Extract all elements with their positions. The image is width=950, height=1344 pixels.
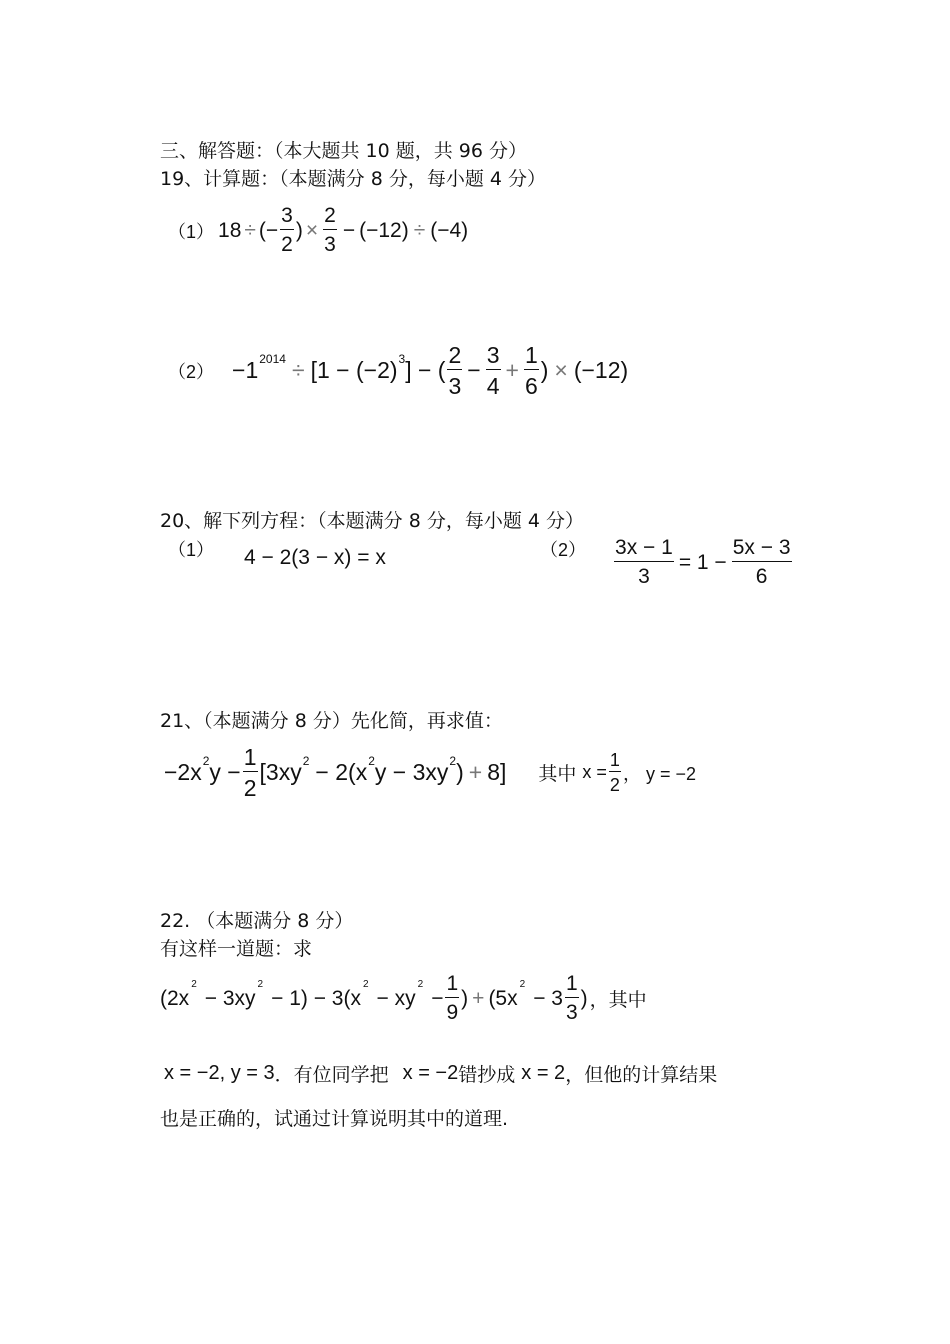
q22-line3: x = −2, y = 3 ．有位同学把 x = −2 错抄成 x = 2 ，但他的计算结果 [164,1062,718,1086]
q20-part2: （2） $\frac{3x - 1}{3}$ = 1 − $\frac{5x - 3}{6}$ [540,536,791,589]
q19-part1: （1） 18 ÷ (− $\frac{3}{2}$ ) × $\frac{2}{3}$ − (−12) ÷ (−4) [168,204,469,257]
q22-intro: 有这样一道题：求 [160,938,313,960]
q20-p2-label: （2） [540,540,587,560]
q20-title: 20、解下列方程：（本题满分 8 分，每小题 4 分） [160,510,585,532]
q22-expression: (2x 2 − 3xy 2 − 1) − 3(x 2 − xy 2 − $\frac{1}{9}$ ) + (5x 2 − 3 $\frac{1}{3}$ ) ，其中 [160,972,647,1025]
q22-title: 22. （本题满分 8 分） [160,910,354,932]
q21-expression: −2x 2 y − $\frac{1}{2}$ [3xy 2 − 2(x 2 y − 3xy 2 ) + 8] 其中 x = $\frac{1}{2}$ ， y = −2 [164,744,696,802]
q19-p1-label: （1） [168,221,215,242]
q19-title: 19、计算题：（本题满分 8 分，每小题 4 分） [160,168,547,190]
section-heading: 三、解答题：（本大题共 10 题，共 96 分） [160,140,528,162]
q22-line3-text: ．有位同学把 [274,1065,389,1086]
q20-p1-label: （1） [168,540,215,560]
q19-p2-label: （2） [168,361,215,382]
q22-line4: 也是正确的，试通过计算说明其中的道理. [160,1108,509,1130]
q21-title: 21、（本题满分 8 分）先化简，再求值： [160,710,503,732]
q21-where: 其中 [538,764,577,786]
q20-part1: （1） 4 − 2(3 − x) = x [168,536,386,570]
q19-part2: （2） −1 2014 ÷ [1 − (−2) 3 ] − ( $\frac{2}{3}$ − $\frac{3}{4}$ + $\frac{1}{6}$ ) × (−12) [168,342,629,400]
q22-line3c-text: ，但他的计算结果 [565,1065,718,1086]
q22-line3b-text: 错抄成 [458,1065,516,1086]
q22-where: ，其中 [589,990,647,1012]
